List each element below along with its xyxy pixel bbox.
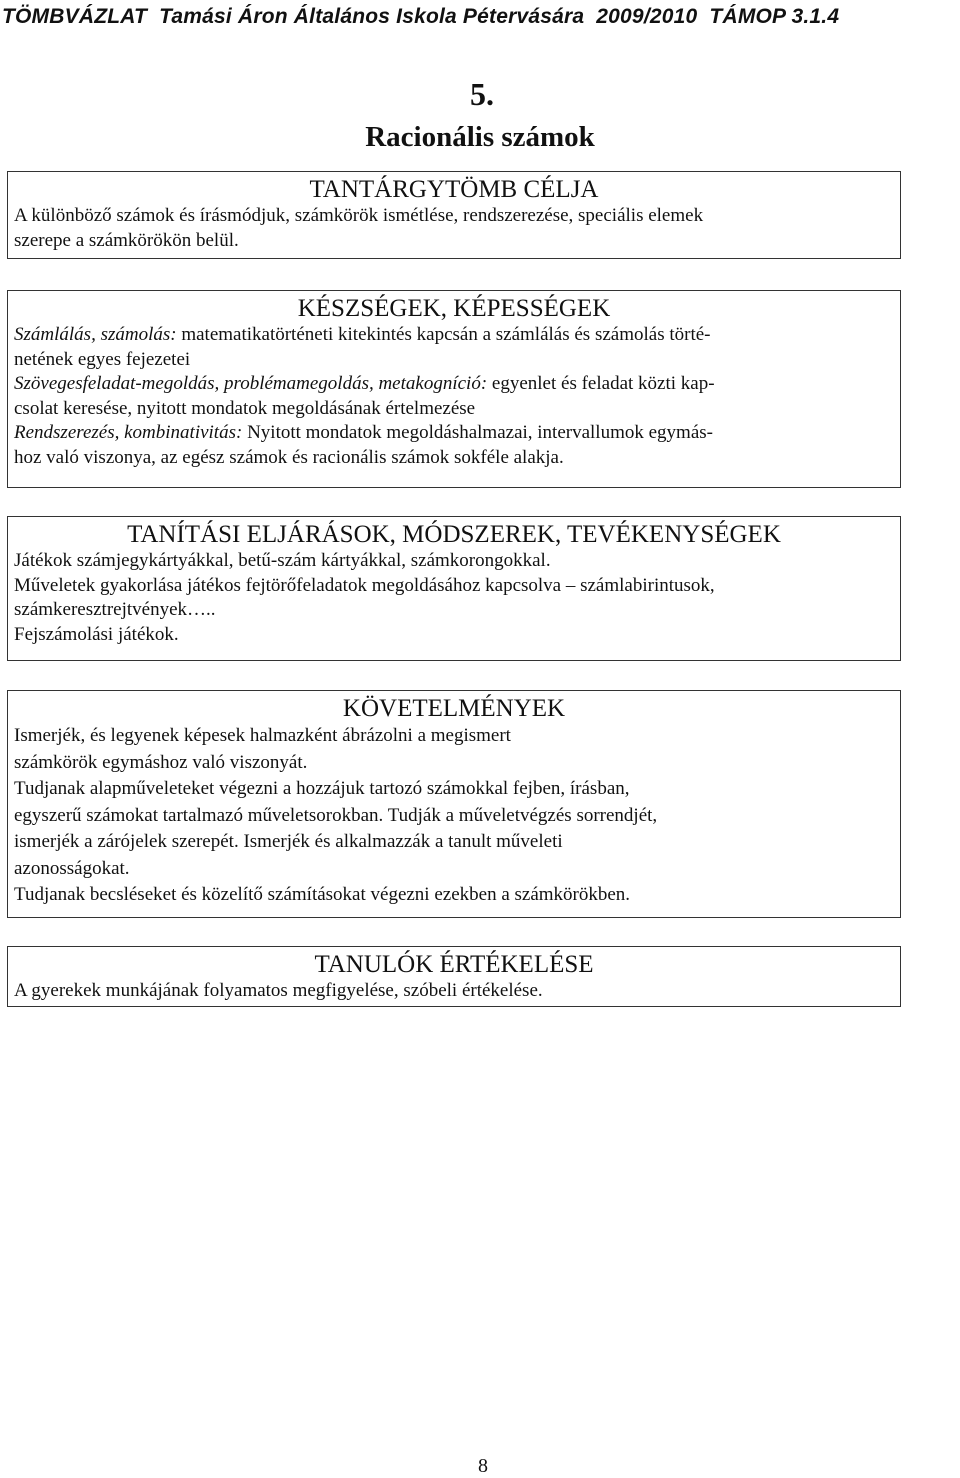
section-title: TANÍTÁSI ELJÁRÁSOK, MÓDSZEREK, TEVÉKENYSÉGEK	[127, 521, 781, 548]
section-kovetelmenyek	[7, 690, 901, 918]
page-number: 8	[478, 1455, 488, 1477]
section-title: TANULÓK ÉRTÉKELÉSE	[314, 951, 594, 978]
section-keszsegek	[7, 290, 901, 488]
text-line: azonosságokat.	[14, 857, 130, 879]
section-cel	[7, 171, 901, 259]
text-line: egyszerű számokat tartalmazó műveletsorokban. Tudják a műveletvégzés sorrendjét,	[14, 804, 658, 826]
text-line: szerepe a számkörökön belül.	[14, 229, 239, 251]
text-line: Fejszámolási játékok.	[14, 623, 179, 645]
text-line: Műveletek gyakorlása játékos fejtörőfeladatok megoldásához kapcsolva – számlabirintusok,	[14, 574, 715, 596]
skill-item	[14, 421, 894, 446]
section-modszerek	[7, 516, 901, 661]
chapter-number: 5.	[470, 76, 494, 112]
section-title: TANTÁRGYTÖMB CÉLJA	[309, 176, 599, 203]
skill-item-cont: netének egyes fejezetei	[14, 348, 191, 370]
text-line: A gyerekek munkájának folyamatos megfigyelése, szóbeli értékelése.	[14, 980, 543, 1001]
skill-item-cont: hoz való viszonya, az egész számok és racionális számok sokféle alakja.	[14, 446, 564, 468]
skill-label: Számlálás, számolás:	[14, 324, 177, 345]
text-line: Játékok számjegykártyákkal, betű-szám kártyákkal, számkorongokkal.	[14, 550, 551, 571]
section-body	[14, 549, 894, 647]
section-ertekeles	[7, 946, 901, 1007]
skill-text: matematikatörténeti kitekintés kapcsán a számlálás és számolás törté-	[176, 324, 711, 345]
section-body	[14, 323, 894, 470]
section-body	[14, 204, 894, 253]
text-line: számkörök egymáshoz való viszonyát.	[14, 751, 308, 773]
text-line: Tudjanak becsléseket és közelítő számításokat végezni ezekben a számkörökben.	[14, 884, 631, 905]
section-title: KÖVETELMÉNYEK	[342, 695, 566, 722]
section-body	[14, 723, 894, 909]
skill-text: egyenlet és feladat közti kap-	[487, 373, 715, 394]
text-line: Tudjanak alapműveleteket végezni a hozzájuk tartozó számokkal fejben, írásban,	[14, 778, 630, 799]
text-line: Ismerjék, és legyenek képesek halmazként ábrázolni a megismert	[14, 725, 511, 746]
text-line: A különböző számok és írásmódjuk, számkörök ismétlése, rendszerezése, speciális elemek	[14, 205, 704, 226]
section-body	[14, 979, 894, 1004]
section-title: KÉSZSÉGEK, KÉPESSÉGEK	[297, 295, 611, 322]
skill-item	[14, 323, 894, 348]
skill-item	[14, 372, 894, 397]
skill-label: Rendszerezés, kombinativitás:	[14, 422, 243, 443]
text-line: ismerjék a zárójelek szerepét. Ismerjék és alkalmazzák a tanult műveleti	[14, 831, 563, 852]
skill-item-cont: csolat keresése, nyitott mondatok megoldásának értelmezése	[14, 397, 476, 419]
skill-text: Nyitott mondatok megoldáshalmazai, intervallumok egymás-	[242, 422, 713, 443]
chapter-title: Racionális számok	[365, 121, 595, 153]
text-line: számkeresztrejtvények…..	[14, 599, 216, 620]
skill-label: Szövegesfeladat-megoldás, problémamegoldás, metakogníció:	[14, 373, 488, 394]
running-header: TÖMBVÁZLAT Tamási Áron Általános Iskola Pétervására 2009/2010 TÁMOP 3.1.4	[2, 5, 840, 28]
